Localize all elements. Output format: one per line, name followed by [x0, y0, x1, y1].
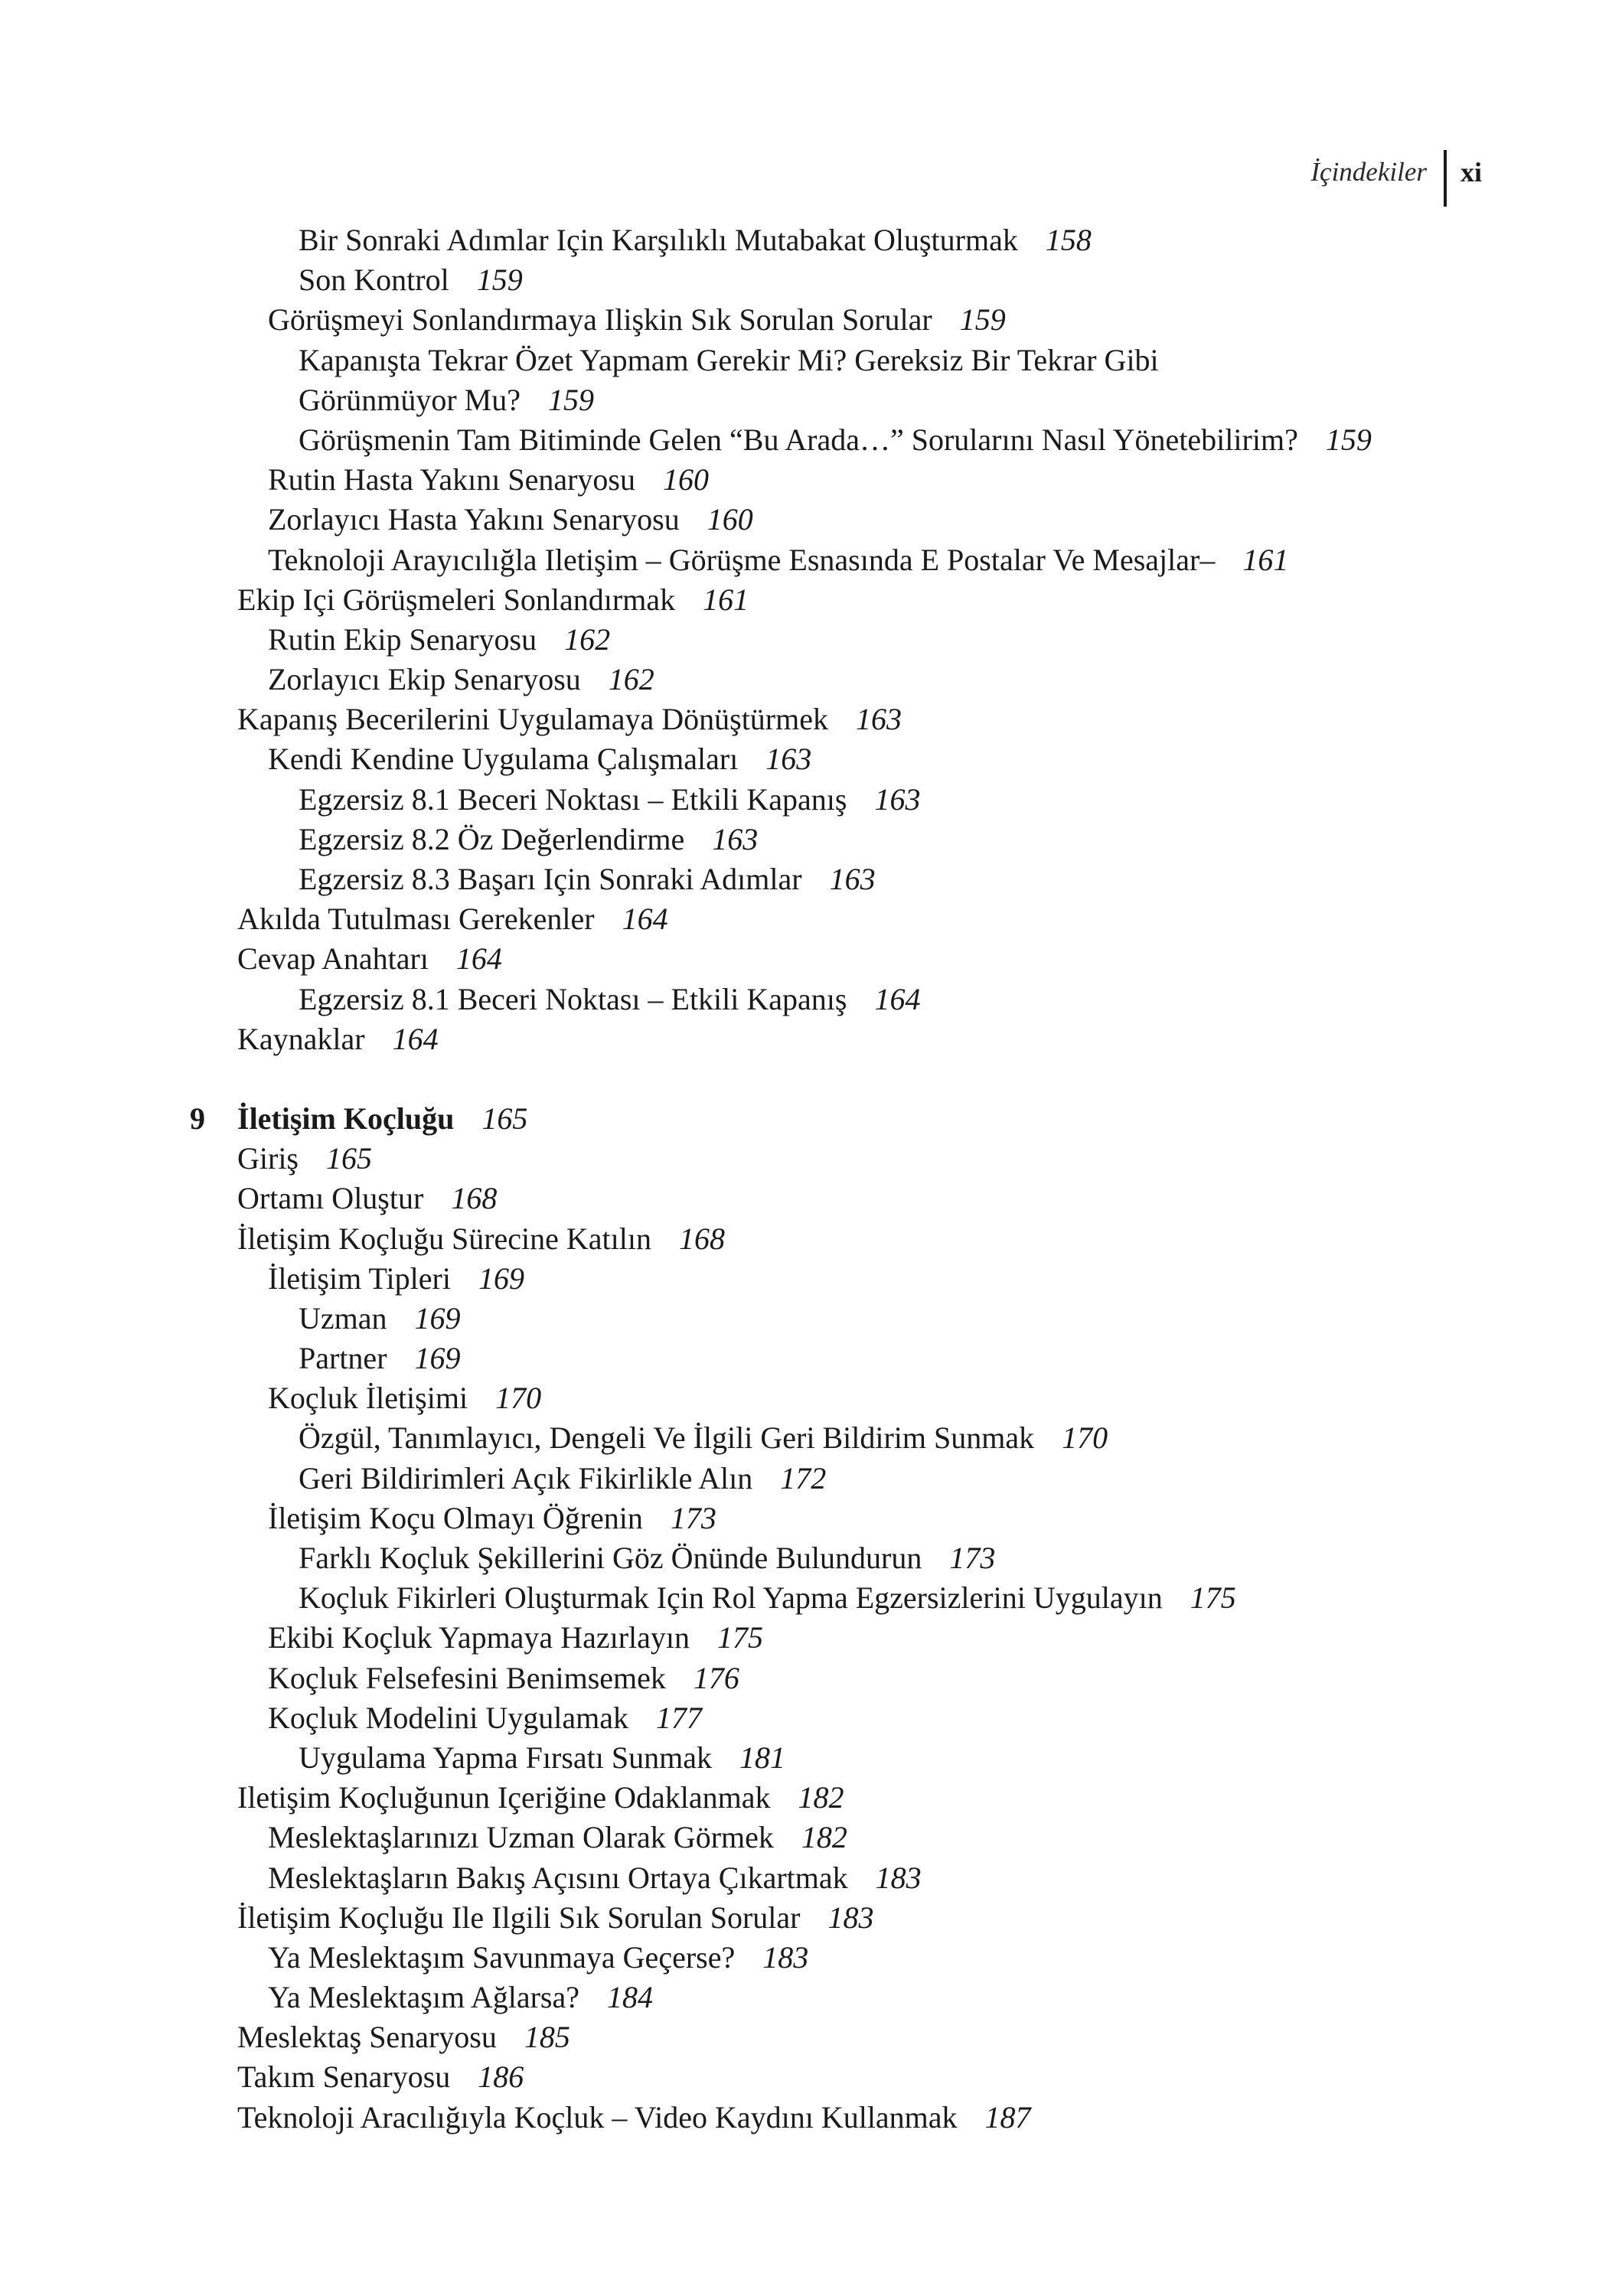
toc-entry[interactable]: [0, 700, 1609, 739]
toc-entry-page-number: 186: [478, 2060, 524, 2095]
toc-entry[interactable]: [0, 540, 1609, 580]
toc-entry-title: Özgül, Tanımlayıcı, Dengeli Ve İlgili Geri Bildirim Sunmak: [299, 1420, 1035, 1456]
toc-entry-title: İletişim Koçluğu Sürecine Katılın: [237, 1221, 651, 1256]
toc-entry[interactable]: [0, 980, 1609, 1019]
toc-entry-page-number: 165: [326, 1141, 372, 1176]
toc-entry-title: Kaynaklar: [237, 1021, 365, 1056]
chapter-page-number: 165: [481, 1101, 528, 1136]
toc-entry-page-number: 159: [1325, 422, 1372, 457]
toc-entry-title: Ekibi Koçluk Yapmaya Hazırlayın: [268, 1620, 690, 1655]
toc-entry-title: Uygulama Yapma Fırsatı Sunmak: [299, 1740, 712, 1775]
toc-entry-page-number: 158: [1045, 223, 1092, 257]
toc-entry-page-number: 164: [392, 1021, 439, 1056]
toc-block-chapter-9: [0, 1139, 1609, 2138]
toc-entry-title: Kapanış Becerilerini Uygulamaya Dönüştürmek: [237, 702, 828, 737]
chapter-number: 9: [190, 1101, 205, 1136]
toc-entry-page-number: 173: [949, 1541, 996, 1575]
toc-entry-title: Teknoloji Arayıcılığla Iletişim – Görüşme Esnasında E Postalar Ve Mesajlar–: [268, 542, 1216, 577]
toc-entry[interactable]: [0, 1259, 1609, 1299]
toc-entry-title: Görünmüyor Mu?: [299, 382, 521, 417]
toc-entry-title: Egzersiz 8.3 Başarı Için Sonraki Adımlar: [299, 862, 802, 896]
toc-entry[interactable]: [0, 380, 1609, 420]
toc-entry-title: Cevap Anahtarı: [237, 941, 429, 977]
toc-entry[interactable]: [0, 780, 1609, 820]
toc-entry-page-number: 182: [798, 1780, 844, 1815]
toc-entry[interactable]: [0, 500, 1609, 540]
toc-entry-page-number: 160: [707, 502, 753, 537]
toc-entry-page-number: 182: [801, 1820, 847, 1855]
toc-entry-page-number: 163: [856, 702, 902, 737]
toc-entry-title: Bir Sonraki Adımlar Için Karşılıklı Mutabakat Oluşturmak: [299, 223, 1018, 257]
toc-entry-page-number: 159: [547, 382, 594, 417]
toc-entry-title: Farklı Koçluk Şekillerini Göz Önünde Bulundurun: [299, 1541, 922, 1575]
toc-entry-page-number: 159: [959, 302, 1006, 338]
toc-entry[interactable]: [0, 1538, 1609, 1578]
toc-entry[interactable]: [0, 1299, 1609, 1339]
toc-entry-page-number: 163: [829, 862, 876, 896]
running-header: [1310, 150, 1482, 207]
toc-entry[interactable]: [0, 2057, 1609, 2097]
toc-entry[interactable]: [0, 1019, 1609, 1059]
toc-entry-page-number: 175: [1190, 1580, 1236, 1616]
toc-entry-page-number: 185: [524, 2020, 570, 2055]
toc-entry-title: Meslektaşların Bakış Açısını Ortaya Çıkartmak: [268, 1860, 848, 1895]
toc-entry-title: Koçluk İletişimi: [268, 1381, 468, 1416]
toc-entry[interactable]: [0, 660, 1609, 700]
toc-entry-page-number: 170: [1062, 1420, 1108, 1456]
toc-entry-page-number: 169: [414, 1341, 461, 1376]
chapter-title: İletişim Koçluğu: [237, 1101, 455, 1136]
toc-entry[interactable]: [0, 260, 1609, 300]
toc-entry-page-number: 162: [608, 662, 654, 697]
toc-entry-title: Görüşmenin Tam Bitiminde Gelen “Bu Arada…” Sorularını Nasıl Yönetebilirim?: [299, 422, 1298, 457]
toc-entry-page-number: 183: [827, 1900, 874, 1935]
toc-entry[interactable]: [0, 1339, 1609, 1378]
toc-entry-page-number: 170: [495, 1381, 542, 1416]
toc-entry[interactable]: [0, 1698, 1609, 1738]
toc-entry[interactable]: [0, 1858, 1609, 1898]
toc-entry-page-number: 164: [622, 902, 668, 937]
table-of-contents: [0, 220, 1609, 2138]
toc-entry-title: Iletişim Koçluğunun Içeriğine Odaklanmak: [237, 1780, 771, 1815]
toc-entry-title: Ya Meslektaşım Savunmaya Geçerse?: [268, 1939, 736, 1975]
toc-entry[interactable]: [0, 1459, 1609, 1499]
toc-entry-page-number: 183: [762, 1939, 809, 1975]
toc-entry-page-number: 175: [717, 1620, 763, 1655]
chapter-heading[interactable]: [0, 1099, 1609, 1139]
toc-entry-title: Uzman: [299, 1300, 387, 1336]
toc-entry-title: Koçluk Fikirleri Oluşturmak Için Rol Yapma Egzersizlerini Uygulayın: [299, 1580, 1163, 1616]
toc-entry-title: Ya Meslektaşım Ağlarsa?: [268, 1980, 579, 2015]
toc-entry-title: İletişim Koçluğu Ile Ilgili Sık Sorulan Sorular: [237, 1900, 801, 1935]
toc-entry[interactable]: [0, 300, 1609, 340]
toc-entry-page-number: 164: [455, 941, 502, 977]
toc-entry[interactable]: [0, 1378, 1609, 1418]
toc-entry[interactable]: [0, 1418, 1609, 1458]
toc-entry-title: İletişim Koçu Olmayı Öğrenin: [268, 1500, 643, 1535]
toc-entry[interactable]: [0, 939, 1609, 979]
toc-entry-title: Ortamı Oluştur: [237, 1181, 424, 1216]
toc-entry[interactable]: [0, 2098, 1609, 2138]
toc-entry-page-number: 169: [414, 1300, 461, 1336]
toc-entry-title: Partner: [299, 1341, 387, 1376]
toc-entry[interactable]: [0, 1658, 1609, 1698]
toc-entry-title: Koçluk Felsefesini Benimsemek: [268, 1660, 666, 1695]
toc-entry[interactable]: [0, 899, 1609, 939]
toc-entry[interactable]: [0, 341, 1609, 380]
toc-entry-title: Egzersiz 8.2 Öz Değerlendirme: [299, 821, 685, 856]
toc-entry-title: Kapanışta Tekrar Özet Yapmam Gerekir Mi? Gereksiz Bir Tekrar Gibi: [299, 342, 1159, 377]
toc-entry-title: Zorlayıcı Hasta Yakını Senaryosu: [268, 502, 680, 537]
header-title: İçindekiler: [1310, 157, 1427, 187]
toc-entry-title: Akılda Tutulması Gerekenler: [237, 902, 595, 937]
toc-entry[interactable]: [0, 1618, 1609, 1658]
toc-block-chapter-8: [0, 220, 1609, 1059]
header-page-number: xi: [1460, 157, 1482, 188]
toc-entry-page-number: 161: [703, 582, 749, 617]
toc-entry-page-number: 183: [875, 1860, 922, 1895]
toc-entry-page-number: 184: [607, 1980, 653, 2015]
toc-entry-title: Geri Bildirimleri Açık Fikirlikle Alın: [299, 1460, 753, 1495]
toc-entry-page-number: 181: [739, 1740, 785, 1775]
toc-entry[interactable]: [0, 1978, 1609, 2017]
toc-entry-page-number: 160: [663, 462, 709, 497]
toc-entry[interactable]: [0, 1179, 1609, 1218]
toc-entry-page-number: 164: [874, 981, 921, 1016]
toc-entry[interactable]: [0, 1219, 1609, 1259]
toc-entry-title: Teknoloji Aracılığıyla Koçluk – Video Kaydını Kullanmak: [237, 2099, 958, 2135]
toc-entry[interactable]: [0, 1898, 1609, 1938]
toc-entry-page-number: 176: [693, 1660, 739, 1695]
toc-entry-page-number: 163: [712, 821, 759, 856]
toc-entry-title: Görüşmeyi Sonlandırmaya Ilişkin Sık Sorulan Sorular: [268, 302, 932, 338]
toc-entry-title: Meslektaşlarınızı Uzman Olarak Görmek: [268, 1820, 774, 1855]
toc-entry-title: Giriş: [237, 1141, 299, 1176]
toc-entry-title: Egzersiz 8.1 Beceri Noktası – Etkili Kapanış: [299, 981, 847, 1016]
toc-entry-title: Kendi Kendine Uygulama Çalışmaları: [268, 742, 739, 777]
toc-entry-title: Koçluk Modelini Uygulamak: [268, 1700, 629, 1735]
toc-entry-title: Rutin Ekip Senaryosu: [268, 621, 537, 657]
header-divider: [1444, 150, 1447, 207]
toc-entry-page-number: 162: [564, 621, 611, 657]
toc-entry[interactable]: [0, 1818, 1609, 1857]
toc-entry-title: Meslektaş Senaryosu: [237, 2020, 497, 2055]
toc-entry-page-number: 163: [765, 742, 812, 777]
toc-entry[interactable]: [0, 1778, 1609, 1818]
toc-entry-title: Rutin Hasta Yakını Senaryosu: [268, 462, 635, 497]
toc-entry-page-number: 187: [984, 2099, 1031, 2135]
toc-entry-page-number: 168: [679, 1221, 725, 1256]
toc-entry[interactable]: [0, 420, 1609, 460]
section-gap: [0, 1059, 1609, 1099]
toc-entry[interactable]: [0, 1738, 1609, 1778]
toc-entry-page-number: 161: [1242, 542, 1289, 577]
toc-entry-title: Son Kontrol: [299, 263, 449, 298]
toc-entry-title: Egzersiz 8.1 Beceri Noktası – Etkili Kapanış: [299, 781, 847, 817]
toc-entry[interactable]: [0, 1139, 1609, 1179]
toc-entry[interactable]: [0, 2017, 1609, 2057]
toc-entry[interactable]: [0, 220, 1609, 260]
toc-entry-title: Takım Senaryosu: [237, 2060, 451, 2095]
toc-entry-page-number: 169: [478, 1261, 524, 1296]
toc-entry[interactable]: [0, 620, 1609, 660]
toc-entry[interactable]: [0, 820, 1609, 859]
toc-entry-page-number: 172: [780, 1460, 827, 1495]
toc-entry-title: Zorlayıcı Ekip Senaryosu: [268, 662, 581, 697]
toc-entry-page-number: 168: [451, 1181, 498, 1216]
toc-entry-title: İletişim Tipleri: [268, 1261, 451, 1296]
toc-entry-page-number: 163: [874, 781, 921, 817]
toc-entry-title: Ekip Içi Görüşmeleri Sonlandırmak: [237, 582, 676, 617]
toc-entry[interactable]: [0, 580, 1609, 620]
toc-entry[interactable]: [0, 859, 1609, 899]
toc-entry[interactable]: [0, 739, 1609, 779]
toc-entry-page-number: 177: [656, 1700, 703, 1735]
toc-entry[interactable]: [0, 1578, 1609, 1618]
toc-entry-page-number: 173: [670, 1500, 716, 1535]
toc-entry[interactable]: [0, 460, 1609, 500]
toc-entry[interactable]: [0, 1938, 1609, 1978]
toc-entry[interactable]: [0, 1499, 1609, 1538]
toc-entry-page-number: 159: [476, 263, 523, 298]
